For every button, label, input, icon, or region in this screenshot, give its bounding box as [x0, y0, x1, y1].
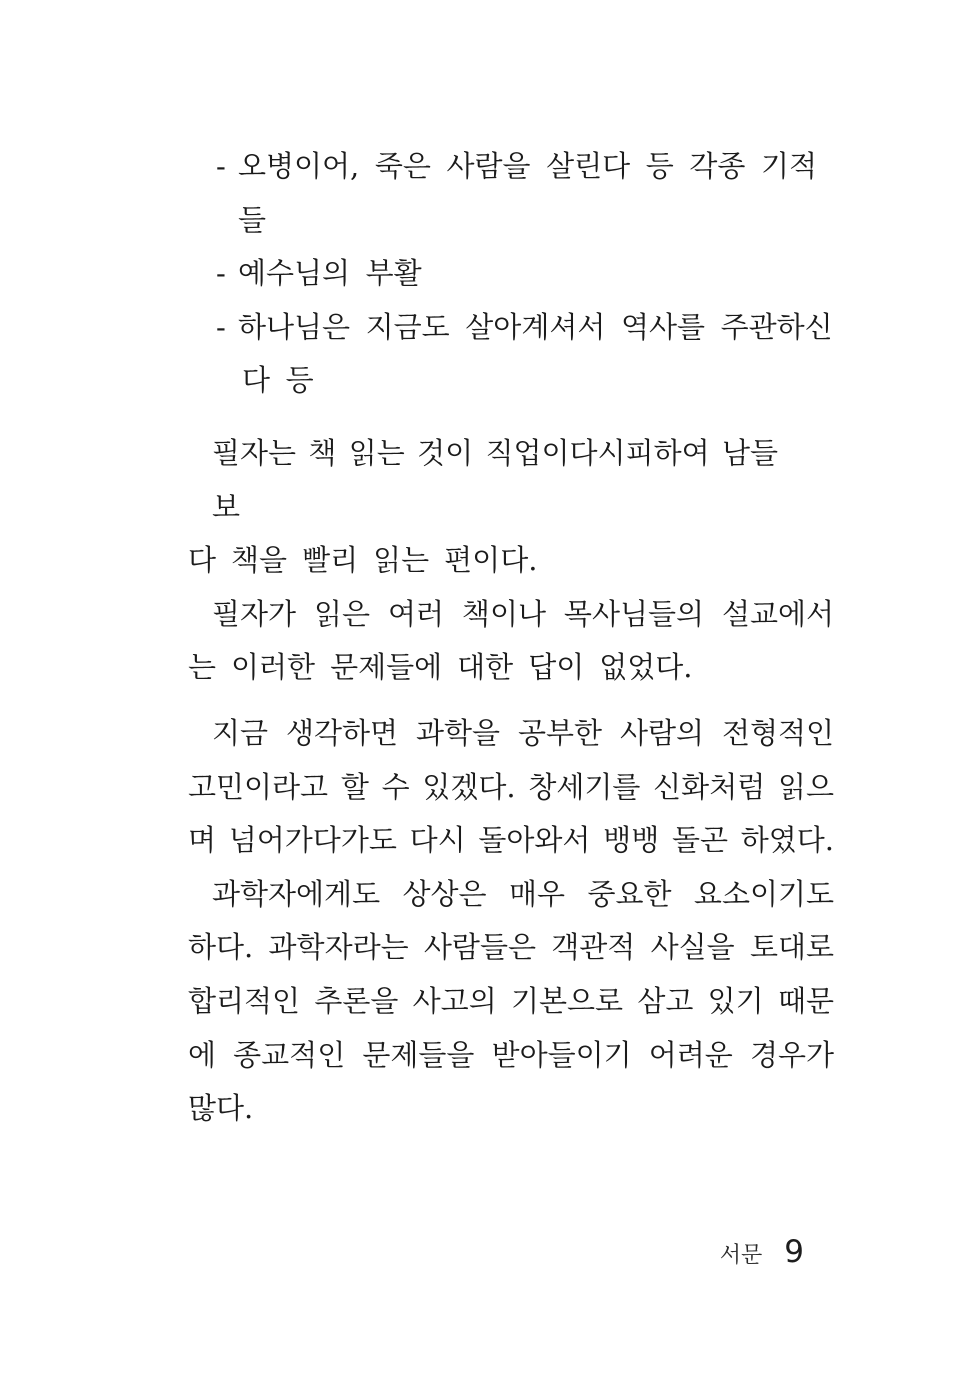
footer-page-number: 9	[784, 1234, 804, 1270]
text-line: 오병이어, 죽은 사람을 살린다 등 각종 기적들	[238, 149, 818, 237]
paragraph	[188, 707, 834, 868]
text-line: 지금 생각하면 과학을 공부한 사람의 전형적인	[212, 715, 834, 750]
text-line: 다 등	[242, 363, 314, 398]
paragraph	[188, 427, 834, 588]
text-line: 예수님의 부활	[238, 256, 422, 291]
text-line: 다 책을 빨리 읽는 편이다.	[188, 543, 538, 578]
body-text	[188, 427, 834, 1136]
page-footer	[720, 1234, 804, 1270]
text-line: 많다.	[188, 1091, 254, 1126]
text-line: 필자가 읽은 여러 책이나 목사님들의 설교에서	[212, 596, 834, 631]
bullet-dash: -	[216, 309, 226, 344]
paragraph	[188, 868, 834, 1136]
text-line: 는 이러한 문제들에 대한 답이 없었다.	[188, 650, 693, 685]
text-line: 하나님은 지금도 살아계셔서 역사를 주관하신	[238, 309, 833, 344]
text-line: 고민이라고 할 수 있겠다. 창세기를 신화처럼 읽으	[188, 769, 834, 804]
list-item	[188, 301, 834, 355]
text-line: 과학자에게도 상상은 매우 중요한 요소이기도	[212, 876, 834, 911]
list-item	[188, 247, 834, 301]
text-line: 필자는 책 읽는 것이 직업이다시피하여 남들보	[212, 436, 778, 524]
bullet-list	[188, 140, 834, 408]
footer-section-label: 서문	[719, 1243, 763, 1268]
bullet-dash: -	[216, 149, 226, 183]
list-item	[188, 140, 834, 247]
text-line: 며 넘어가다가도 다시 돌아와서 뱅뱅 돌곤 하였다.	[188, 823, 834, 858]
paragraph	[188, 588, 834, 695]
text-line: 하다. 과학자라는 사람들은 객관적 사실을 토대로	[188, 930, 834, 965]
bullet-dash: -	[216, 256, 226, 291]
text-line: 합리적인 추론을 사고의 기본으로 삼고 있기 때문	[188, 983, 834, 1018]
text-line: 에 종교적인 문제들을 받아들이기 어려운 경우가	[188, 1037, 834, 1072]
